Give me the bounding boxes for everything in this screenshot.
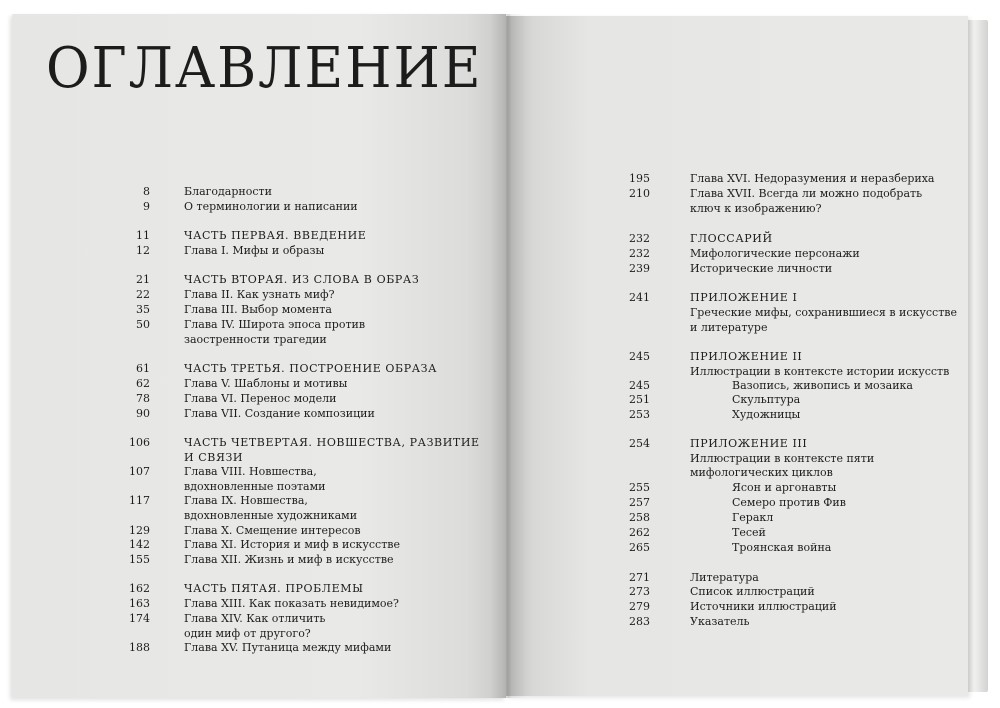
- toc-entry-title: Глава I. Мифы и образы: [184, 244, 325, 257]
- toc-entry-title: Глава III. Выбор момента: [184, 303, 332, 316]
- toc-entry-title: Глава XI. История и миф в искусстве: [184, 538, 400, 551]
- toc-page-number: 61: [136, 362, 150, 375]
- toc-page-number: 12: [136, 244, 150, 257]
- toc-page-number: 283: [629, 615, 650, 628]
- toc-entry-title: Троянская война: [732, 541, 832, 554]
- toc-entry-title: ключ к изображению?: [690, 202, 822, 215]
- toc-entry-title: Глава XVII. Всегда ли можно подобрать: [690, 187, 923, 200]
- right-page: [506, 16, 968, 696]
- toc-page-number: 253: [629, 408, 650, 421]
- toc-entry-title: вдохновленные художниками: [184, 509, 358, 522]
- toc-page-number: 255: [629, 481, 650, 494]
- toc-entry-title: Глава VII. Создание композиции: [184, 407, 375, 420]
- toc-entry-title: Глава XII. Жизнь и миф в искусстве: [184, 553, 394, 566]
- toc-entry-title: Глава II. Как узнать миф?: [184, 288, 335, 301]
- toc-entry-title: Ясон и аргонавты: [732, 481, 837, 494]
- toc-entry-title: ПРИЛОЖЕНИЕ III: [690, 437, 808, 450]
- toc-entry-title: Глава IX. Новшества,: [184, 494, 308, 507]
- toc-entry-title: ЧАСТЬ ПЕРВАЯ. ВВЕДЕНИЕ: [184, 229, 367, 242]
- toc-page-number: 155: [129, 553, 150, 566]
- toc-page-number: 279: [629, 600, 650, 613]
- toc-page-number: 162: [129, 582, 150, 595]
- toc-page-number: 232: [629, 247, 650, 260]
- toc-page-number: 251: [629, 393, 650, 406]
- toc-entry-title: и литературе: [690, 321, 768, 334]
- toc-entry-title: И СВЯЗИ: [184, 451, 244, 464]
- toc-page-number: 273: [629, 585, 650, 598]
- toc-page-number: 239: [629, 262, 650, 275]
- toc-page-number: 21: [136, 273, 150, 286]
- toc-page-number: 50: [136, 318, 150, 331]
- toc-entry-title: Глава XIII. Как показать невидимое?: [184, 597, 399, 610]
- toc-entry-title: Глава VIII. Новшества,: [184, 465, 317, 478]
- toc-page-number: 188: [129, 641, 150, 654]
- toc-page-number: 106: [129, 436, 150, 449]
- toc-entry-title: Семеро против Фив: [732, 496, 846, 509]
- toc-entry-title: ЧАСТЬ ЧЕТВЕРТАЯ. НОВШЕСТВА, РАЗВИТИЕ: [184, 436, 480, 449]
- toc-entry-title: Благодарности: [184, 185, 272, 198]
- toc-entry-title: Иллюстрации в контексте пяти: [690, 452, 875, 465]
- toc-page-number: 254: [629, 437, 650, 450]
- toc-entry-title: Источники иллюстраций: [690, 600, 837, 613]
- toc-entry-title: Глава XIV. Как отличить: [184, 612, 326, 625]
- toc-page-number: 9: [143, 200, 150, 213]
- page-title: ОГЛАВЛЕНИЕ: [46, 36, 483, 101]
- toc-entry-title: Глава XV. Путаница между мифами: [184, 641, 392, 654]
- toc-page-number: 142: [129, 538, 150, 551]
- toc-entry-title: Исторические личности: [690, 262, 833, 275]
- toc-entry-title: ГЛОССАРИЙ: [690, 232, 773, 245]
- toc-page-number: 90: [136, 407, 150, 420]
- page-stack-edge: [966, 20, 988, 692]
- toc-entry-title: ПРИЛОЖЕНИЕ II: [690, 350, 803, 363]
- toc-entry-title: Указатель: [690, 615, 750, 628]
- toc-page-number: 258: [629, 511, 650, 524]
- toc-page-number: 107: [129, 465, 150, 478]
- toc-page-number: 232: [629, 232, 650, 245]
- toc-page-number: 78: [136, 392, 150, 405]
- toc-page-number: 210: [629, 187, 650, 200]
- toc-page-number: 35: [136, 303, 150, 316]
- toc-entry-title: О терминологии и написании: [184, 200, 358, 213]
- toc-page-number: 22: [136, 288, 150, 301]
- toc-page-number: 62: [136, 377, 150, 390]
- toc-entry-title: Тесей: [732, 526, 766, 539]
- toc-page-number: 265: [629, 541, 650, 554]
- toc-entry-title: Вазопись, живопись и мозаика: [732, 379, 913, 392]
- toc-entry-title: ЧАСТЬ ТРЕТЬЯ. ПОСТРОЕНИЕ ОБРАЗА: [184, 362, 438, 375]
- toc-page-number: 129: [129, 524, 150, 537]
- toc-entry-title: Глава VI. Перенос модели: [184, 392, 337, 405]
- toc-entry-title: Геракл: [732, 511, 774, 524]
- toc-entry-title: заостренности трагедии: [184, 333, 327, 346]
- toc-entry-title: мифологических циклов: [690, 466, 833, 479]
- toc-entry-title: ПРИЛОЖЕНИЕ I: [690, 291, 798, 304]
- toc-page-number: 163: [129, 597, 150, 610]
- toc-entry-title: Греческие мифы, сохранившиеся в искусстве: [690, 306, 957, 319]
- toc-page-number: 257: [629, 496, 650, 509]
- toc-page-number: 8: [143, 185, 150, 198]
- toc-entry-title: Мифологические персонажи: [690, 247, 860, 260]
- toc-page-number: 195: [629, 172, 650, 185]
- toc-entry-title: Иллюстрации в контексте истории искусств: [690, 365, 950, 378]
- toc-page-number: 174: [129, 612, 150, 625]
- toc-page-number: 11: [136, 229, 150, 242]
- toc-entry-title: ЧАСТЬ ВТОРАЯ. ИЗ СЛОВА В ОБРАЗ: [184, 273, 420, 286]
- toc-page-number: 117: [129, 494, 150, 507]
- toc-entry-title: Глава V. Шаблоны и мотивы: [184, 377, 348, 390]
- toc-entry-title: Литература: [690, 571, 759, 584]
- toc-entry-title: вдохновленные поэтами: [184, 480, 326, 493]
- toc-entry-title: Скульптура: [732, 393, 801, 406]
- toc-entry-title: один миф от другого?: [184, 627, 311, 640]
- toc-page-number: 262: [629, 526, 650, 539]
- toc-page-number: 245: [629, 350, 650, 363]
- toc-entry-title: Глава IV. Широта эпоса против: [184, 318, 366, 331]
- toc-page-number: 241: [629, 291, 650, 304]
- toc-entry-title: Глава X. Смещение интересов: [184, 524, 361, 537]
- toc-entry-title: Список иллюстраций: [690, 585, 815, 598]
- toc-entry-title: Художницы: [732, 408, 801, 421]
- left-page: [12, 14, 506, 698]
- toc-page-number: 271: [629, 571, 650, 584]
- toc-entry-title: Глава XVI. Недоразумения и неразбериха: [690, 172, 935, 185]
- toc-entry-title: ЧАСТЬ ПЯТАЯ. ПРОБЛЕМЫ: [184, 582, 364, 595]
- toc-page-number: 245: [629, 379, 650, 392]
